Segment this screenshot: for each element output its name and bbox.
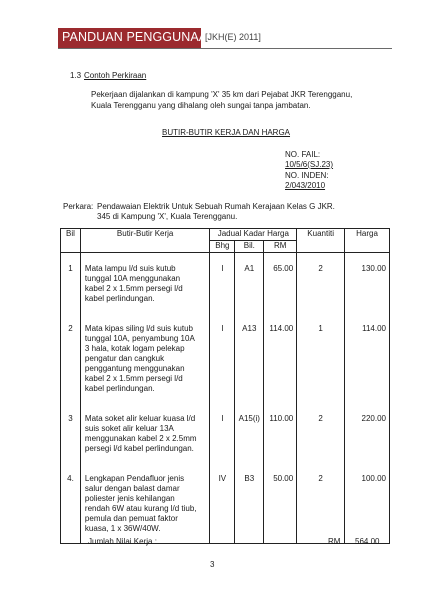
row-quantity: 1 [297,313,345,403]
desc-line: kuasa, 1 x 36W/40W. [84,524,161,533]
row-quantity: 2 [297,403,345,463]
desc-line: pemula dan pemuat faktor [84,514,178,523]
desc-line: tunggal 10A, penyambung 10A [84,334,195,343]
row-price: 130.00 [345,253,390,314]
row-bhg: I [210,403,235,463]
desc-line: Mata kipas siling l/d suis kutub [84,324,193,333]
desc-line: kabel perlindungan. [84,294,155,303]
file-no-label: NO. FAIL: [285,150,321,159]
document-title: BUTIR-BUTIR KERJA DAN HARGA [162,128,291,137]
desc-line: kabel 2 x 1.5mm persegi l/d [84,284,183,293]
header-title: PANDUAN PENGGUNAAN [62,30,217,44]
row-quantity: 2 [297,253,345,314]
desc-line: Lengkapan Pendafluor jenis [84,474,185,483]
row-rate: 110.00 [264,403,297,463]
row-bhg: IV [210,463,235,544]
total-label: Jumlah Nilai Kerja : [88,537,157,546]
row-bil: 2 [61,313,81,403]
row-description [80,403,209,463]
desc-line: Mata soket alir keluar kuasa l/d [84,414,196,423]
desc-line: kabel 2 x 1.5mm persegi l/d [84,374,183,383]
table-row [61,253,390,314]
desc-line: penggantung menggunakan [84,364,185,373]
row-description [80,253,209,314]
intro-line-1: Pekerjaan dijalankan di kampung 'X' 35 km dari Pejabat JKR Terengganu, [91,90,353,99]
row-rate: 65.00 [264,253,297,314]
subject-line-2: 345 di Kampung 'X', Kuala Terengganu. [97,212,238,221]
row-bil-no: A15(i) [235,403,264,463]
total-currency: RM [328,537,341,546]
desc-line: pengatur dan cangkuk [84,354,165,363]
row-bhg: I [210,253,235,314]
row-bil-no: A13 [235,313,264,403]
row-bil: 3 [61,403,81,463]
row-bhg: I [210,313,235,403]
row-price: 220.00 [345,403,390,463]
col-header-jadual: Jadual Kadar Harga [210,229,297,241]
subject-line-1: Pendawaian Elektrik Untuk Sebuah Rumah Kerajaan Kelas G JKR. [97,202,335,211]
row-bil-no: B3 [235,463,264,544]
section-number: 1.3 [70,71,82,80]
total-value: 564.00 [355,537,380,546]
subject-label: Perkara: [63,202,94,211]
row-rate: 50.00 [264,463,297,544]
page-number: 3 [210,560,215,569]
row-bil: 4. [61,463,81,544]
col-header-harga: Harga [345,229,390,253]
table-row [61,403,390,463]
table-row [61,313,390,403]
inden-no-label: NO. INDEN: [285,171,329,180]
col-header-butir: Butir-Butir Kerja [80,229,209,253]
col-header-bil-sub: Bil. [235,241,264,253]
row-bil-no: A1 [235,253,264,314]
col-header-bhg: Bhg [210,241,235,253]
desc-line: Mata lampu l/d suis kutub [84,264,176,273]
col-header-bil: Bil [61,229,81,253]
intro-line-2: Kuala Terengganu yang dihalang oleh sungai tanpa jambatan. [91,101,311,110]
header-rule [58,48,392,49]
desc-line: poliester jenis kehilangan [84,494,175,503]
row-bil: 1 [61,253,81,314]
desc-line: persegi l/d kabel perlindungan. [84,444,194,453]
col-header-kuantiti: Kuantiti [297,229,345,253]
desc-line: rendah 6W atau kurang l/d tiub, [84,504,197,513]
row-price: 100.00 [345,463,390,544]
file-no-value: 10/5/6(SJ.23) [285,160,334,169]
section-title: Contoh Perkiraan [84,71,147,80]
desc-line: tunggal 10A menggunakan [84,274,181,283]
price-table [60,228,390,544]
row-description [80,313,209,403]
row-price: 114.00 [345,313,390,403]
desc-line: suis soket alir keluar 13A [84,424,174,433]
desc-line: menggunakan kabel 2 x 2.5mm [84,434,197,443]
table-row [61,463,390,544]
desc-line: salur dengan balast damar [84,484,180,493]
row-rate: 114.00 [264,313,297,403]
header-code: [JKH(E) 2011] [205,32,261,42]
inden-no-value: 2/043/2010 [285,181,326,190]
desc-line: 3 hala, kotak logam pelekap [84,344,185,353]
desc-line: kabel perlindungan. [84,384,155,393]
row-quantity: 2 [297,463,345,544]
col-header-rm: RM [264,241,297,253]
row-description [80,463,209,544]
